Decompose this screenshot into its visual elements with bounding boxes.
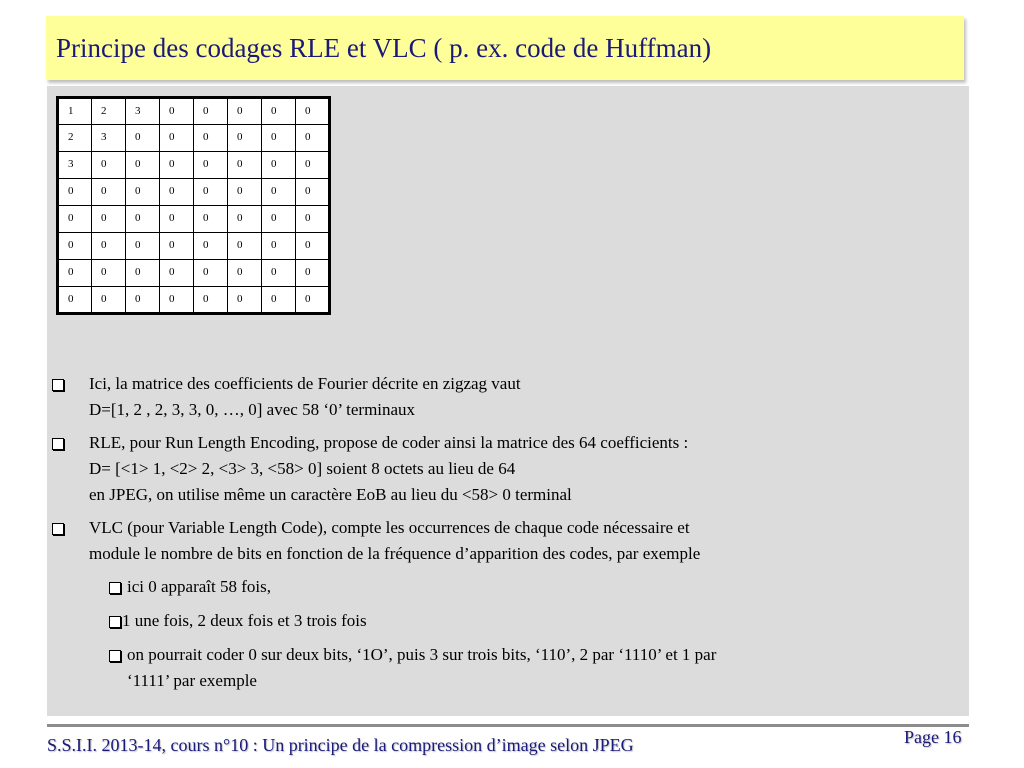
- matrix-cell: 0: [160, 233, 194, 260]
- bullet-list: [47, 371, 969, 702]
- bullet-rle: [47, 430, 969, 508]
- matrix-cell: 2: [58, 125, 92, 152]
- bullet-line: module le nombre de bits en fonction de la fréquence d’apparition des codes, par exemple: [89, 544, 701, 563]
- matrix-cell: 1: [58, 98, 92, 125]
- matrix-cell: 0: [194, 98, 228, 125]
- matrix-row: [58, 179, 330, 206]
- matrix-row: [58, 125, 330, 152]
- sub-bullet-zero: [47, 574, 969, 600]
- matrix-cell: 0: [262, 287, 296, 314]
- matrix-cell: 0: [92, 233, 126, 260]
- matrix-cell: 0: [296, 98, 330, 125]
- matrix-cell: 0: [296, 287, 330, 314]
- sub-bullet-coding: [47, 642, 969, 694]
- matrix-cell: 0: [228, 125, 262, 152]
- sub-bullet-line: 1 une fois, 2 deux fois et 3 trois fois: [122, 611, 367, 630]
- sub-bullet-counts: [47, 608, 969, 634]
- bullet-line: D= [<1> 1, <2> 2, <3> 3, <58> 0] soient 8 octets au lieu de 64: [89, 459, 516, 478]
- matrix-cell: 0: [92, 179, 126, 206]
- matrix-cell: 0: [58, 206, 92, 233]
- matrix-cell: 2: [92, 98, 126, 125]
- matrix-cell: 0: [194, 179, 228, 206]
- matrix-row: [58, 98, 330, 125]
- matrix-cell: 0: [262, 179, 296, 206]
- matrix-row: [58, 206, 330, 233]
- page-number: Page 16: [904, 727, 962, 747]
- matrix-cell: 0: [296, 206, 330, 233]
- matrix-cell: 0: [126, 206, 160, 233]
- matrix-cell: 0: [296, 179, 330, 206]
- matrix-cell: 3: [92, 125, 126, 152]
- matrix-cell: 0: [126, 125, 160, 152]
- matrix-cell: 0: [296, 152, 330, 179]
- matrix-row: [58, 233, 330, 260]
- content-box: [47, 86, 969, 716]
- checkbox-bullet-icon: [52, 523, 64, 535]
- matrix-cell: 0: [126, 260, 160, 287]
- matrix-cell: 0: [126, 233, 160, 260]
- matrix-cell: 0: [262, 152, 296, 179]
- matrix-cell: 0: [92, 152, 126, 179]
- matrix-cell: 0: [296, 233, 330, 260]
- matrix-cell: 0: [92, 260, 126, 287]
- matrix-cell: 0: [228, 152, 262, 179]
- matrix-cell: 0: [228, 260, 262, 287]
- bullet-line: RLE, pour Run Length Encoding, propose de coder ainsi la matrice des 64 coefficients :: [89, 433, 689, 452]
- matrix-cell: 0: [58, 179, 92, 206]
- matrix-cell: 0: [58, 287, 92, 314]
- matrix-cell: 0: [160, 287, 194, 314]
- matrix-cell: 0: [262, 260, 296, 287]
- matrix-cell: 0: [160, 206, 194, 233]
- matrix-cell: 0: [228, 233, 262, 260]
- footer-course: S.S.I.I. 2013-14, cours n°10 : Un principe de la compression d’image selon JPEG: [47, 735, 634, 755]
- sub-bullet-line: ici 0 apparaît 58 fois,: [127, 577, 271, 596]
- bullet-line: en JPEG, on utilise même un caractère EoB au lieu du <58> 0 terminal: [89, 485, 572, 504]
- matrix-cell: 3: [58, 152, 92, 179]
- matrix-cell: 0: [194, 125, 228, 152]
- matrix-cell: 0: [160, 98, 194, 125]
- bullet-zigzag: [47, 371, 969, 423]
- matrix-row: [58, 260, 330, 287]
- matrix-row: [58, 287, 330, 314]
- matrix-cell: 0: [58, 260, 92, 287]
- title-box: [46, 16, 964, 80]
- matrix-cell: 3: [126, 98, 160, 125]
- matrix-cell: 0: [58, 233, 92, 260]
- matrix-cell: 0: [194, 287, 228, 314]
- slide-title: Principe des codages RLE et VLC ( p. ex. code de Huffman): [56, 33, 712, 63]
- matrix-cell: 0: [160, 260, 194, 287]
- sub-bullet-line: ‘1111’ par exemple: [127, 671, 257, 690]
- sub-bullet-line: on pourrait coder 0 sur deux bits, ‘1O’, puis 3 sur trois bits, ‘110’, 2 par ‘1110’ et 1 par: [127, 645, 717, 664]
- matrix-cell: 0: [92, 206, 126, 233]
- checkbox-bullet-icon: [109, 616, 121, 628]
- matrix-cell: 0: [160, 152, 194, 179]
- matrix-cell: 0: [262, 233, 296, 260]
- matrix-cell: 0: [228, 287, 262, 314]
- matrix-cell: 0: [194, 206, 228, 233]
- matrix-cell: 0: [160, 179, 194, 206]
- checkbox-bullet-icon: [52, 379, 64, 391]
- matrix-cell: 0: [296, 125, 330, 152]
- bullet-line: VLC (pour Variable Length Code), compte les occurrences de chaque code nécessaire et: [89, 518, 690, 537]
- coefficient-matrix: [56, 96, 331, 315]
- checkbox-bullet-icon: [52, 438, 64, 450]
- matrix-cell: 0: [126, 287, 160, 314]
- matrix-cell: 0: [92, 287, 126, 314]
- bullet-line: D=[1, 2 , 2, 3, 3, 0, …, 0] avec 58 ‘0’ terminaux: [89, 400, 416, 419]
- matrix-row: [58, 152, 330, 179]
- matrix-cell: 0: [228, 206, 262, 233]
- matrix-cell: 0: [160, 125, 194, 152]
- matrix-cell: 0: [194, 152, 228, 179]
- matrix-cell: 0: [228, 179, 262, 206]
- checkbox-bullet-icon: [109, 582, 121, 594]
- matrix-cell: 0: [126, 179, 160, 206]
- bullet-line: Ici, la matrice des coefficients de Fourier décrite en zigzag vaut: [89, 374, 521, 393]
- bullet-vlc: [47, 515, 969, 567]
- matrix-cell: 0: [262, 206, 296, 233]
- checkbox-bullet-icon: [109, 650, 121, 662]
- footer-divider: [47, 724, 969, 727]
- matrix-cell: 0: [126, 152, 160, 179]
- matrix-cell: 0: [262, 98, 296, 125]
- matrix-cell: 0: [194, 233, 228, 260]
- matrix-cell: 0: [228, 98, 262, 125]
- matrix-cell: 0: [194, 260, 228, 287]
- matrix-cell: 0: [262, 125, 296, 152]
- matrix-cell: 0: [296, 260, 330, 287]
